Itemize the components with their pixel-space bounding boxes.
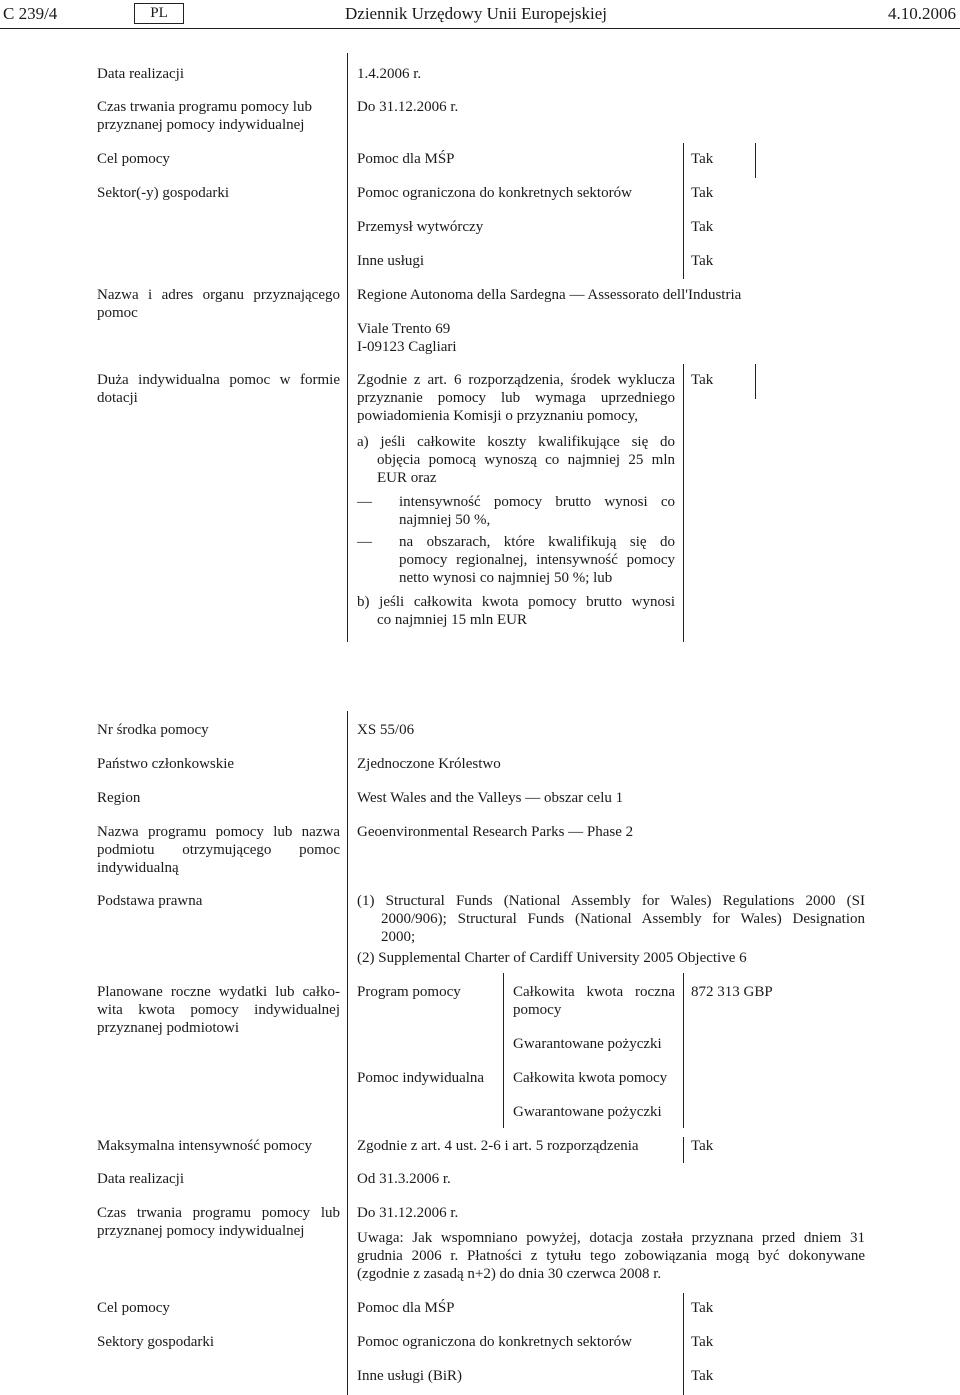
program-label: Program pomocy: [357, 984, 461, 1000]
total-annual-label: Całkowita kwota roczna: [513, 984, 675, 1000]
sub-condition: najmniej 50 %,: [399, 512, 491, 528]
column-divider: [347, 711, 348, 1395]
large-aid-text: Zgodnie z art. 6 rozporządzenia, środek wyklucza: [357, 372, 675, 388]
large-aid-label: dotacji: [97, 390, 138, 406]
measure-number-label: Nr środka pomocy: [97, 722, 209, 738]
member-state-label: Państwo członkowskie: [97, 756, 235, 772]
issue-date: 4.10.2006: [888, 4, 956, 23]
authority-label: pomoc: [97, 305, 138, 321]
duration-value: Do 31.12.2006 r.: [357, 99, 459, 115]
duration-note: grudnia 2006 r. Płatności z tytułu tego zobowiązania mogą być dokonywane: [357, 1248, 865, 1264]
column-divider: [683, 1293, 684, 1395]
large-aid-text: przyznanie pomocy lub wymaga uprzedniego: [357, 390, 675, 406]
region-value: West Wales and the Valleys — obszar celu 1: [357, 790, 624, 806]
scheme-name-value: Geoenvironmental Research Parks — Phase 2: [357, 824, 634, 840]
condition-b: b) jeśli całkowita kwota pomocy brutto wynosi: [357, 594, 675, 610]
header-rule: [0, 28, 960, 29]
objective-label: Cel pomocy: [97, 1300, 170, 1316]
large-aid-tak: Tak: [691, 372, 714, 388]
objective-value: Pomoc dla MŚP: [357, 1300, 455, 1316]
duration-note: Uwaga: Jak wspomniano powyżej, dotacja została przyznana przed dniem 31: [357, 1230, 865, 1246]
column-divider: [755, 143, 756, 178]
guaranteed-loans-label: Gwarantowane pożyczki: [513, 1036, 662, 1052]
column-divider: [503, 973, 504, 1128]
large-aid-label: Duża indywidualna pomoc w formie: [97, 372, 340, 388]
authority-name: Regione Autonoma della Sardegna — Assessorato dell'Industria: [357, 287, 742, 303]
large-aid-text: powiadomienia Komisji o przyznaniu pomocy,: [357, 408, 639, 424]
authority-label: Nazwa i adres organu przyznającego: [97, 287, 340, 303]
legal-basis-item: (1) Structural Funds (National Assembly for Wales) Regulations 2000 (SI: [357, 893, 865, 909]
max-intensity-value: Zgodnie z art. 4 ust. 2-6 i art. 5 rozporządzenia: [357, 1138, 639, 1154]
spending-label: przyznanej podmiotowi: [97, 1020, 240, 1036]
duration-label: przyznanej pomocy indywidualnej: [97, 117, 305, 133]
member-state-value: Zjednoczone Królestwo: [357, 756, 501, 772]
column-divider: [683, 1137, 684, 1163]
duration-label: Czas trwania programu pomocy lub: [97, 1205, 340, 1221]
column-divider: [683, 364, 684, 642]
duration-label: Czas trwania programu pomocy lub: [97, 99, 312, 115]
duration-note: (zgodnie z zasadą n+2) do dnia 30 czerwca 2008 r.: [357, 1266, 662, 1282]
total-aid-label: Całkowita kwota pomocy: [513, 1070, 668, 1086]
max-intensity-label: Maksymalna intensywność pomocy: [97, 1138, 312, 1154]
legal-basis-item: (2) Supplemental Charter of Cardiff University 2005 Objective 6: [357, 950, 747, 966]
sector-item: Przemysł wytwórczy: [357, 219, 484, 235]
legal-basis-item: 2000;: [381, 929, 416, 945]
implementation-date-label: Data realizacji: [97, 66, 185, 82]
column-divider: [683, 143, 684, 279]
sector-tak: Tak: [691, 219, 714, 235]
spending-label: wita kwota pomocy indywidualnej: [97, 1002, 340, 1018]
legal-basis-label: Podstawa prawna: [97, 893, 203, 909]
objective-tak: Tak: [691, 1300, 714, 1316]
max-intensity-tak: Tak: [691, 1138, 714, 1154]
dash-marker: —: [357, 534, 372, 550]
condition-a: objęcia pomocą wynoszą co najmniej 25 mln: [377, 452, 675, 468]
sector-tak: Tak: [691, 1368, 714, 1384]
condition-a: a) jeśli całkowite koszty kwalifikujące się do: [357, 434, 675, 450]
condition-a: EUR oraz: [377, 470, 437, 486]
objective-value: Pomoc dla MŚP: [357, 151, 455, 167]
sector-label: Sektor(-y) gospodarki: [97, 185, 230, 201]
sub-condition: netto wynosi co najmniej 50 %; lub: [399, 570, 613, 586]
sectors-label: Sektory gospodarki: [97, 1334, 215, 1350]
language-badge: PL: [134, 3, 184, 24]
authority-address: I-09123 Cagliari: [357, 339, 457, 355]
sector-tak: Tak: [691, 1334, 714, 1350]
objective-label: Cel pomocy: [97, 151, 170, 167]
sector-item: Inne usługi: [357, 253, 425, 269]
sector-item: Pomoc ograniczona do konkretnych sektorów: [357, 1334, 632, 1350]
column-divider: [683, 973, 684, 1128]
implementation-date-value: 1.4.2006 r.: [357, 66, 422, 82]
region-label: Region: [97, 790, 141, 806]
individual-aid-label: Pomoc indywidualna: [357, 1070, 485, 1086]
column-divider: [347, 53, 348, 642]
sub-condition: intensywność pomocy brutto wynosi co: [399, 494, 675, 510]
sector-tak: Tak: [691, 185, 714, 201]
sub-condition: pomocy regionalnej, intensywność pomocy: [399, 552, 675, 568]
dash-marker: —: [357, 494, 372, 510]
journal-title: Dziennik Urzędowy Unii Europejskiej: [345, 4, 608, 23]
implementation-date-label: Data realizacji: [97, 1171, 185, 1187]
sector-item: Inne usługi (BiR): [357, 1368, 462, 1384]
total-annual-label: pomocy: [513, 1002, 562, 1018]
sub-condition: na obszarach, które kwalifikują się do: [399, 534, 675, 550]
scheme-name-label: podmiotu otrzymującego pomoc: [97, 842, 340, 858]
sector-item: Pomoc ograniczona do konkretnych sektorów: [357, 185, 632, 201]
column-divider: [755, 364, 756, 399]
duration-label: przyznanej pomocy indywidualnej: [97, 1223, 305, 1239]
sector-tak: Tak: [691, 253, 714, 269]
legal-basis-item: 2000/906); Structural Funds (National Assembly for Wales) Designation: [381, 911, 865, 927]
spending-label: Planowane roczne wydatki lub całko-: [97, 984, 340, 1000]
measure-number-value: XS 55/06: [357, 722, 415, 738]
objective-tak: Tak: [691, 151, 714, 167]
scheme-name-label: indywidualną: [97, 860, 179, 876]
authority-address: Viale Trento 69: [357, 321, 451, 337]
condition-b: co najmniej 15 mln EUR: [377, 612, 527, 628]
duration-value: Do 31.12.2006 r.: [357, 1205, 459, 1221]
scheme-name-label: Nazwa programu pomocy lub nazwa: [97, 824, 340, 840]
implementation-date-value: Od 31.3.2006 r.: [357, 1171, 451, 1187]
total-annual-value: 872 313 GBP: [691, 984, 773, 1000]
page-reference: C 239/4: [3, 4, 58, 23]
guaranteed-loans-label: Gwarantowane pożyczki: [513, 1104, 662, 1120]
